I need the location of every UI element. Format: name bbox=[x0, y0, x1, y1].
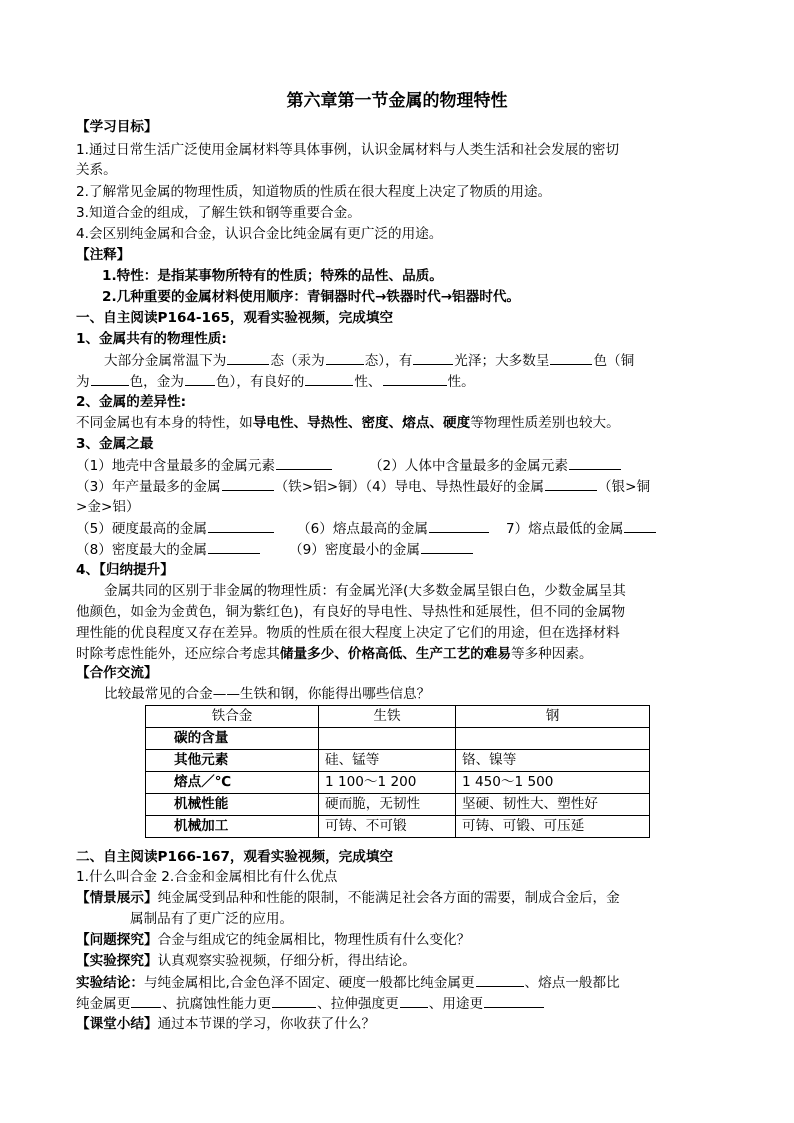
text-part: （9）密度最小的金属 bbox=[289, 542, 420, 558]
alloy-comparison-table bbox=[145, 705, 650, 838]
text-part: （银>铜 bbox=[597, 479, 651, 495]
table-row bbox=[146, 750, 650, 772]
table-cell: 可铸、不可锻 bbox=[319, 816, 456, 838]
summary-line-1: 金属共同的区别于非金属的物理性质：有金属光泽(大多数金属呈银白色，少数金属呈其 bbox=[104, 583, 626, 599]
text-part: 性。 bbox=[447, 374, 475, 390]
table-row-header: 熔点／℃ bbox=[146, 772, 319, 794]
note-1: 1.特性：是指某事物所特有的性质；特殊的品性、品质。 bbox=[102, 268, 443, 284]
summary-line-2: 他颜色，如金为金黄色，铜为紫红色)，有良好的导电性、导热性和延展性，但不同的金属物 bbox=[76, 604, 626, 620]
experiment-inquiry bbox=[76, 951, 726, 971]
heading-superlatives: 3、金属之最 bbox=[76, 436, 154, 452]
scenario-line-1 bbox=[76, 888, 726, 908]
class-summary bbox=[76, 1014, 726, 1034]
blank[interactable] bbox=[131, 993, 161, 1008]
text-part: 色（铜 bbox=[593, 353, 635, 369]
text-part: 、拉伸强度更 bbox=[317, 996, 399, 1012]
superlatives-row-3 bbox=[76, 518, 726, 539]
superlatives-row-1 bbox=[76, 455, 726, 476]
blank[interactable] bbox=[276, 455, 332, 470]
heading-summary: 4、【归纳提升】 bbox=[76, 562, 174, 578]
goal-1a: 1.通过日常生活广泛使用金属材料等具体事例，认识金属材料与人类生活和社会发展的密切 bbox=[76, 142, 620, 158]
text-part: （铁>铝>铜） bbox=[274, 479, 366, 495]
table-row bbox=[146, 772, 650, 794]
blank[interactable] bbox=[227, 350, 269, 365]
text-part: 纯金属更 bbox=[76, 996, 131, 1012]
heading-cooperation: 【合作交流】 bbox=[76, 665, 158, 681]
table-cell: 坚硬、韧性大、塑性好 bbox=[456, 794, 650, 816]
problem-inquiry bbox=[76, 930, 726, 950]
text-part: 时除考虑性能外，还应综合考虑其 bbox=[76, 646, 280, 662]
conclusion-line-2 bbox=[76, 993, 726, 1014]
differences-text bbox=[76, 413, 726, 433]
text-part: 色），有良好的 bbox=[215, 374, 305, 390]
section-1-header: 一、自主阅读P164-165，观看实验视频，完成填空 bbox=[76, 310, 394, 326]
text-part: 7）熔点最低的金属 bbox=[506, 521, 624, 537]
superlatives-row-2-cont: >金>铝） bbox=[76, 499, 140, 515]
table-cell: 硅、锰等 bbox=[319, 750, 456, 772]
heading-differences: 2、金属的差异性: bbox=[76, 394, 187, 410]
blank[interactable] bbox=[305, 371, 353, 386]
text-part: （3）年产量最多的金属 bbox=[76, 479, 221, 495]
cooperation-question: 比较最常见的合金——生铁和钢，你能得出哪些信息？ bbox=[104, 686, 431, 702]
page-title: 第六章第一节金属的物理特性 bbox=[286, 91, 508, 111]
table-header-cell: 铁合金 bbox=[146, 706, 319, 728]
text-part: 态），有 bbox=[364, 353, 413, 369]
text-part: 态（汞为 bbox=[270, 353, 325, 369]
text-part: 等多种因素。 bbox=[511, 646, 593, 662]
table-cell: 1 100～1 200 bbox=[319, 772, 456, 794]
blank[interactable] bbox=[91, 371, 129, 386]
blank[interactable] bbox=[413, 350, 453, 365]
table-cell[interactable] bbox=[456, 728, 650, 750]
conclusion-line-1 bbox=[76, 972, 726, 993]
label-bold: 【课堂小结】 bbox=[76, 1016, 158, 1032]
superlatives-row-2 bbox=[76, 476, 726, 497]
label-bold: 实验结论： bbox=[76, 975, 144, 991]
summary-line-3: 理性能的优良程度又存在差异。物质的性质在很大程度上决定了它们的用途，但在选择材料 bbox=[76, 625, 620, 641]
goal-3: 3.知道合金的组成，了解生铁和钢等重要合金。 bbox=[76, 205, 361, 221]
table-cell: 铬、镍等 bbox=[456, 750, 650, 772]
goal-4: 4.会区别纯金属和合金，认识合金比纯金属有更广泛的用途。 bbox=[76, 226, 443, 242]
text-part: （6）熔点最高的金属 bbox=[297, 521, 428, 537]
goal-1b: 关系。 bbox=[76, 162, 117, 178]
blank[interactable] bbox=[550, 350, 592, 365]
text-part: （8）密度最大的金属 bbox=[76, 542, 207, 558]
text-part: （2）人体中含量最多的金属元素 bbox=[368, 458, 568, 474]
text-part: （4）导电、导热性最好的金属 bbox=[365, 479, 544, 495]
blank[interactable] bbox=[569, 455, 621, 470]
table-header-cell: 钢 bbox=[456, 706, 650, 728]
blank[interactable] bbox=[208, 539, 260, 554]
text-part: （5）硬度最高的金属 bbox=[76, 521, 207, 537]
table-row bbox=[146, 728, 650, 750]
blank[interactable] bbox=[185, 371, 215, 386]
blank[interactable] bbox=[400, 993, 428, 1008]
text-part: 等物理性质差别也较大。 bbox=[470, 415, 620, 431]
blank[interactable] bbox=[476, 972, 524, 987]
table-cell: 硬而脆，无韧性 bbox=[319, 794, 456, 816]
text-part: 合金与组成它的纯金属相比，物理性质有什么变化？ bbox=[157, 932, 471, 948]
goals-header: 【学习目标】 bbox=[76, 119, 158, 135]
table-header-row bbox=[146, 706, 650, 728]
table-header-cell: 生铁 bbox=[319, 706, 456, 728]
table-cell: 可铸、可锻、可压延 bbox=[456, 816, 650, 838]
text-part: 纯金属受到品种和性能的限制，不能满足社会各方面的需要，制成合金后，金 bbox=[157, 890, 620, 906]
text-part: 不同金属也有本身的特性，如 bbox=[76, 415, 253, 431]
text-part: 为 bbox=[76, 374, 90, 390]
text-part: 与纯金属相比,合金色泽不固定、硬度一般都比纯金属更 bbox=[143, 975, 475, 991]
blank[interactable] bbox=[326, 350, 364, 365]
common-properties-line-1 bbox=[104, 350, 754, 371]
blank[interactable] bbox=[222, 476, 274, 491]
text-part: （1）地壳中含量最多的金属元素 bbox=[76, 458, 275, 474]
text-part: 光泽；大多数呈 bbox=[454, 353, 550, 369]
note-2: 2.几种重要的金属材料使用顺序：青铜器时代→铁器时代→铝器时代。 bbox=[102, 289, 521, 305]
text-part-bold: 导电性、导热性、密度、熔点、硬度 bbox=[252, 415, 471, 431]
blank[interactable] bbox=[484, 993, 544, 1008]
blank[interactable] bbox=[272, 993, 316, 1008]
text-part: 通过本节课的学习，你收获了什么？ bbox=[157, 1016, 376, 1032]
blank[interactable] bbox=[429, 518, 489, 533]
table-row-header: 碳的含量 bbox=[146, 728, 319, 750]
table-cell: 1 450～1 500 bbox=[456, 772, 650, 794]
table-row-header: 机械性能 bbox=[146, 794, 319, 816]
section-2-questions: 1.什么叫合金 2.合金和金属相比有什么优点 bbox=[76, 869, 338, 885]
summary-line-4 bbox=[76, 644, 726, 664]
table-row-header: 其他元素 bbox=[146, 750, 319, 772]
scenario-line-2: 属制品有了更广泛的应用。 bbox=[130, 911, 294, 927]
superlatives-row-4 bbox=[76, 539, 726, 560]
text-part: 、用途更 bbox=[428, 996, 484, 1012]
text-part-bold: 储量多少、价格高低、生产工艺的难易 bbox=[279, 646, 511, 662]
blank[interactable] bbox=[545, 476, 597, 491]
blank[interactable] bbox=[383, 371, 447, 386]
text-part: 大部分金属常温下为 bbox=[104, 353, 227, 369]
section-2-header: 二、自主阅读P166-167，观看实验视频，完成填空 bbox=[76, 849, 394, 865]
text-part: 认真观察实验视频，仔细分析，得出结论。 bbox=[157, 953, 416, 969]
label-bold: 【问题探究】 bbox=[76, 932, 158, 948]
common-properties-line-2 bbox=[76, 371, 726, 392]
label-bold: 【实验探究】 bbox=[76, 953, 158, 969]
table-row bbox=[146, 794, 650, 816]
label-bold: 【情景展示】 bbox=[76, 890, 158, 906]
blank[interactable] bbox=[421, 539, 473, 554]
table-row-header: 机械加工 bbox=[146, 816, 319, 838]
table-row bbox=[146, 816, 650, 838]
goal-2: 2.了解常见金属的物理性质，知道物质的性质在很大程度上决定了物质的用途。 bbox=[76, 184, 552, 200]
heading-common-properties: 1、金属共有的物理性质: bbox=[76, 331, 227, 347]
blank[interactable] bbox=[208, 518, 274, 533]
text-part: 性、 bbox=[354, 374, 382, 390]
text-part: 色，金为 bbox=[129, 374, 184, 390]
notes-header: 【注释】 bbox=[76, 247, 131, 263]
text-part: 、抗腐蚀性能力更 bbox=[162, 996, 272, 1012]
table-cell[interactable] bbox=[319, 728, 456, 750]
text-part: 、熔点一般都比 bbox=[524, 975, 620, 991]
blank[interactable] bbox=[624, 518, 656, 533]
